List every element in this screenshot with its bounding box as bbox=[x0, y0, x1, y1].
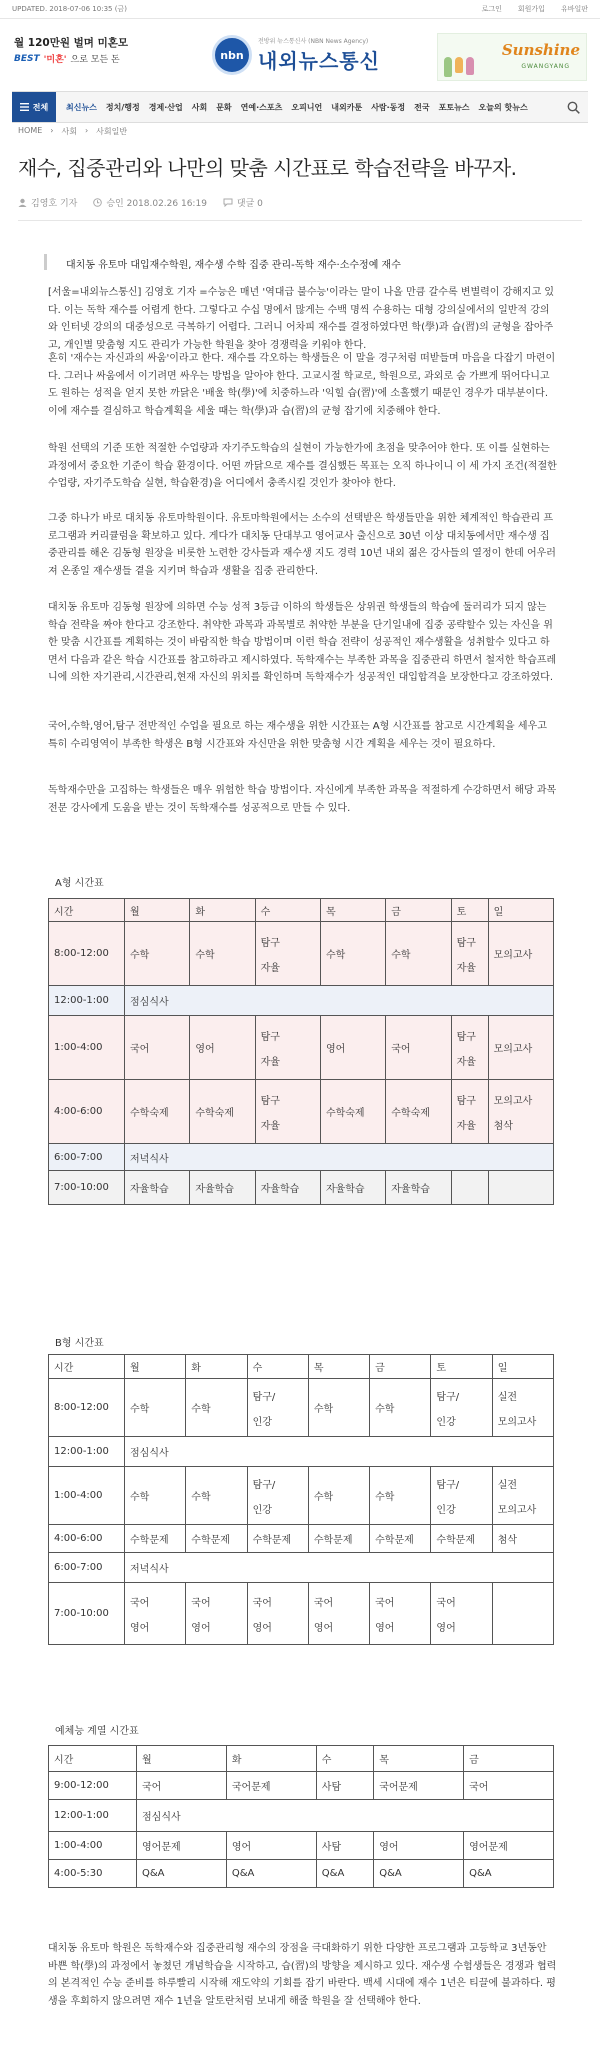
table-cell: 수학문제 bbox=[431, 1525, 492, 1553]
table-cell: 수학문제 bbox=[125, 1525, 186, 1553]
ad-people-graphic bbox=[444, 57, 474, 77]
table-cell: 국어문제 bbox=[226, 1772, 316, 1800]
banner-ad[interactable] bbox=[437, 33, 587, 81]
table-cell: 4:00-5:30 bbox=[49, 1860, 137, 1888]
table-cell: 국어 영어 bbox=[431, 1583, 492, 1645]
nav-national[interactable]: 전국 bbox=[414, 102, 430, 112]
table-cell bbox=[488, 1171, 553, 1205]
table-b bbox=[48, 1354, 554, 1645]
table-cell: 모의고사 첨삭 bbox=[488, 1080, 553, 1144]
table-header: 시간 bbox=[49, 1746, 137, 1772]
paragraph-4: 그중 하나가 바로 대치동 유토마학원이다. 유토마학원에서는 소수의 선택받은 학생들만을 위한 체계적인 학습관리 프로그램과 커리큘럼을 확보하고 있다. 게다가 대치동 단대부고 영어교사 출신으로 30년 이상 대치동에서만 재수생 집중관리를 해온 김동형 원장을 비롯한 노련한 강사들과 재수생 지도 경력 10년 내외 젊은 강사들의 열정이 한데 어우러져 온종일 재수생들 곁을 지키며 학습과 생활을 집중 관리한다. bbox=[48, 513, 556, 577]
table-cell: 사탐 bbox=[316, 1772, 373, 1800]
table-cell: 사탐 bbox=[316, 1832, 373, 1860]
table-header: 일 bbox=[488, 899, 553, 922]
table-cell: 6:00-7:00 bbox=[49, 1144, 125, 1171]
table-cell: 탐구/ 인강 bbox=[247, 1379, 308, 1437]
table-a bbox=[48, 898, 554, 1205]
table-cell: 9:00-12:00 bbox=[49, 1772, 137, 1800]
ad-title: Sunshine bbox=[501, 41, 580, 59]
mobile-link[interactable]: 유바일판 bbox=[560, 5, 588, 13]
clock-icon bbox=[93, 198, 102, 207]
author: 김영호 기자 bbox=[18, 196, 77, 209]
table-cell: 탐구 자율 bbox=[451, 1080, 488, 1144]
table-cell: 8:00-12:00 bbox=[49, 922, 125, 986]
paragraph-8: 대치동 유토마 학원은 독학재수와 집중관리형 재수의 장점을 극대화하기 위한 다양한 프로그램과 고등학교 3년동안 바쁜 학(學)의 과정에서 놓쳤던 개념학습을 시작하고, 습(習)의 방향을 제시하고 있다. 재수생 수험생들은 경쟁과 협력의 본격적인 수능 준비를 하루빨리 시작해 재도약의 기회를 잡기 바란다. 백세 시대에 재수 1년은 티끌에 불과하다. 평생을 후회하지 않으려면 재수 1년을 알토란처럼 보내게 해줄 학원을 잘 선택해야 한다. bbox=[48, 1943, 557, 2007]
paragraph-6: 국어,수학,영어,탐구 전반적인 수업을 필요로 하는 재수생을 위한 시간표는 A형 시간표를 참고로 시간계획을 세우고 특히 수리영역이 부족한 학생은 B형 시간표와 자신만을 위한 맞춤형 시간 계획을 세우는 것이 필요하다. bbox=[48, 721, 547, 750]
promo-highlight: '미혼' bbox=[43, 55, 67, 65]
nav-hot[interactable]: 오늘의 핫뉴스 bbox=[478, 102, 528, 112]
table-cell: 점심식사 bbox=[137, 1800, 554, 1832]
table-cell: 영어 bbox=[190, 1016, 255, 1080]
table-cell: 수학 bbox=[186, 1379, 247, 1437]
paragraph-2: 흔히 '재수는 자신과의 싸움'이라고 한다. 재수를 각오하는 학생들은 이 말을 경구처럼 떠받들며 마음을 다잡기 마련이다. 그러나 싸움에서 이기려면 싸우는 방법을 알아야 한다. 고교시절 학교로, 학원으로, 과외로 숨 가쁘게 뛰어다니고도 원하는 성적을 얻지 못한 까닭은 '배울 학(學)'에 치중하느라 '익힐 습(習)'에 소홀했기 때문인 경우가 대부분이다. 이에 재수를 결심하고 학습계획을 세울 때는 학(學)과 습(習)의 균형 잡기에 치중해야 한다. bbox=[48, 353, 556, 417]
comment-count[interactable]: 댓글 0 bbox=[223, 196, 263, 209]
article-title: 재수, 집중관리와 나만의 맞춤 시간표로 학습전략을 바꾸자. bbox=[18, 156, 517, 180]
table-cell: 탐구 자율 bbox=[451, 1016, 488, 1080]
search-icon bbox=[567, 101, 580, 114]
all-menu-label: 전체 bbox=[32, 102, 49, 112]
table-cell: 12:00-1:00 bbox=[49, 1800, 137, 1832]
table-cell: 저녁식사 bbox=[125, 1144, 554, 1171]
table-cell: Q&A bbox=[316, 1860, 373, 1888]
table-cell: 국어 bbox=[125, 1016, 190, 1080]
table-cell: 7:00-10:00 bbox=[49, 1171, 125, 1205]
table-cell: 6:00-7:00 bbox=[49, 1553, 125, 1583]
paragraph-7: 독학재수만을 고집하는 학생들은 매우 위험한 학습 방법이다. 자신에게 부족한 과목을 적절하게 수강하면서 해당 과목 전문 강사에게 도움을 받는 것이 독학재수를 성공적으로 만들 수 있다. bbox=[48, 785, 557, 814]
table-cell: 1:00-4:00 bbox=[49, 1832, 137, 1860]
signup-link[interactable]: 회원가입 bbox=[517, 5, 545, 13]
table-cell: 국어 영어 bbox=[186, 1583, 247, 1645]
table-cell: 영어 bbox=[320, 1016, 385, 1080]
table-cell: 수학숙제 bbox=[386, 1080, 451, 1144]
table-cell: 영어 bbox=[226, 1832, 316, 1860]
table-header: 목 bbox=[374, 1746, 464, 1772]
table-cell: 자율학습 bbox=[255, 1171, 320, 1205]
table-cell: Q&A bbox=[137, 1860, 227, 1888]
table-cell: 수학 bbox=[386, 922, 451, 986]
promo-headline[interactable]: 월 120만원 벌며 미혼모 bbox=[14, 37, 129, 49]
table-cell: 자율학습 bbox=[190, 1171, 255, 1205]
table-header: 수 bbox=[316, 1746, 373, 1772]
logo-title: 내외뉴스통신 bbox=[258, 49, 380, 73]
table-cell: 첨삭 bbox=[492, 1525, 553, 1553]
table-cell: 탐구/ 인강 bbox=[431, 1467, 492, 1525]
table-cell: 영어문제 bbox=[464, 1832, 554, 1860]
summary-bar bbox=[44, 254, 47, 270]
logo-mark-icon: nbn bbox=[212, 35, 252, 75]
table-cell: 실전 모의고사 bbox=[492, 1379, 553, 1437]
table-cell: 1:00-4:00 bbox=[49, 1467, 125, 1525]
table-b-caption: B형 시간표 bbox=[55, 1338, 104, 1349]
table-cell: 수학숙제 bbox=[190, 1080, 255, 1144]
table-cell: 수학 bbox=[125, 922, 190, 986]
table-header: 시간 bbox=[49, 1355, 125, 1379]
best-badge: BEST bbox=[14, 53, 40, 64]
table-cell: 수학 bbox=[308, 1379, 369, 1437]
paragraph-3: 학원 선택의 기준 또한 적절한 수업량과 자기주도학습의 실현이 가능한가에 초점을 맞추어야 한다. 또 이를 실현하는 과정에서 중요한 기준이 학습 환경이다. 어떤 까닭으로 재수를 결심했든 목표는 오직 하나이니 이 세 가지 조건(적절한 수업량, 자기주도학습 실현, 학습환경)을 어디에서 충족시킬 것인가 찾아야 한다. bbox=[48, 443, 557, 489]
article-meta bbox=[18, 196, 263, 209]
table-cell: 국어 영어 bbox=[308, 1583, 369, 1645]
table-cell: 수학 bbox=[125, 1379, 186, 1437]
table-cell: 자율학습 bbox=[320, 1171, 385, 1205]
table-cell bbox=[451, 1171, 488, 1205]
table-cell: 자율학습 bbox=[386, 1171, 451, 1205]
table-cell: 수학 bbox=[125, 1467, 186, 1525]
table-cell: 수학 bbox=[370, 1467, 431, 1525]
table-cell: 영어 bbox=[374, 1832, 464, 1860]
publish-date: 승인 2018.02.26 16:19 bbox=[93, 196, 207, 209]
table-cell: 자율학습 bbox=[125, 1171, 190, 1205]
nav-economy[interactable]: 경제·산업 bbox=[148, 102, 183, 112]
table-header: 월 bbox=[137, 1746, 227, 1772]
paragraph-5: 대치동 유토마 김동형 원장에 의하면 수능 성적 3등급 이하의 학생들은 상위권 학생들의 학습에 둘러리가 되지 않는 학습 전략을 짜야 한다고 강조한다. 취약한 과목과 과목별로 취약한 부분을 단기일내에 집중 공략할수 있는 자신을 위한 맞춤 시간표를 계획하는 것이 바람직한 학습 방법이며 이런 학습 전략이 성공적인 재수생활을 성취할수 있다고 하면서 다음과 같은 학습 시간표를 참고하라고 제시하였다. 독학재수는 부족한 과목을 집중관리 하면서 철저한 학습프레니에 의한 자기관리,시간관리,현재 자신의 위치를 확인하며 독학재수가 성공적인 대입합격을 보장한다고 강조하였다. bbox=[48, 602, 557, 683]
table-cell: 실전 모의고사 bbox=[492, 1467, 553, 1525]
table-cell: 저녁식사 bbox=[125, 1553, 554, 1583]
table-cell: 국어 bbox=[464, 1772, 554, 1800]
table-cell: 탐구/ 인강 bbox=[431, 1379, 492, 1437]
table-c bbox=[48, 1745, 554, 1888]
table-cell: 4:00-6:00 bbox=[49, 1080, 125, 1144]
breadcrumb: HOME › 사회 › 사회일반 bbox=[18, 126, 128, 136]
table-header: 금 bbox=[464, 1746, 554, 1772]
table-cell: 탐구 자율 bbox=[255, 1080, 320, 1144]
table-header: 토 bbox=[451, 899, 488, 922]
nav-entertainment[interactable]: 연예·스포츠 bbox=[240, 102, 283, 112]
search-button[interactable] bbox=[558, 101, 588, 114]
table-header: 금 bbox=[370, 1355, 431, 1379]
divider bbox=[18, 220, 582, 221]
table-cell: 국어 영어 bbox=[125, 1583, 186, 1645]
table-cell: 영어문제 bbox=[137, 1832, 227, 1860]
table-cell: Q&A bbox=[464, 1860, 554, 1888]
table-cell: 수학 bbox=[320, 922, 385, 986]
table-cell: 국어문제 bbox=[374, 1772, 464, 1800]
table-cell: 수학문제 bbox=[308, 1525, 369, 1553]
nav-culture[interactable]: 문화 bbox=[216, 102, 232, 112]
table-cell: 탐구 자율 bbox=[255, 922, 320, 986]
article-summary: 대치동 유토마 대입재수학원, 재수생 수학 집중 관리-독학 재수·소수정예 재수 bbox=[66, 260, 401, 271]
table-cell: 점심식사 bbox=[125, 986, 554, 1016]
breadcrumb-general[interactable]: 사회일반 bbox=[96, 127, 128, 136]
nav-politics[interactable]: 정치/행정 bbox=[105, 102, 140, 112]
updated-time: UPDATED. 2018-07-06 10:35 (금) bbox=[12, 5, 127, 13]
table-header: 화 bbox=[190, 899, 255, 922]
table-cell: 국어 bbox=[386, 1016, 451, 1080]
table-cell: 1:00-4:00 bbox=[49, 1016, 125, 1080]
breadcrumb-home[interactable]: HOME bbox=[18, 126, 43, 135]
nav-society[interactable]: 사회 bbox=[191, 102, 208, 112]
table-cell: 국어 영어 bbox=[247, 1583, 308, 1645]
top-bar bbox=[0, 0, 600, 19]
table-cell: 모의고사 bbox=[488, 922, 553, 986]
table-cell: 국어 bbox=[137, 1772, 227, 1800]
table-c-caption: 예체능 계열 시간표 bbox=[55, 1726, 139, 1737]
breadcrumb-society[interactable]: 사회 bbox=[61, 127, 77, 136]
nav-cartoon[interactable]: 내외카툰 bbox=[331, 102, 363, 112]
table-cell: 수학문제 bbox=[186, 1525, 247, 1553]
table-header: 월 bbox=[125, 899, 190, 922]
table-cell: 국어 영어 bbox=[370, 1583, 431, 1645]
table-a-caption: A형 시간표 bbox=[55, 878, 104, 889]
site-logo[interactable] bbox=[212, 35, 380, 75]
table-cell: 수학문제 bbox=[247, 1525, 308, 1553]
table-cell: 수학 bbox=[308, 1467, 369, 1525]
table-cell: 수학문제 bbox=[370, 1525, 431, 1553]
table-cell: 수학 bbox=[190, 922, 255, 986]
table-cell: 4:00-6:00 bbox=[49, 1525, 125, 1553]
table-cell: 8:00-12:00 bbox=[49, 1379, 125, 1437]
table-header: 목 bbox=[308, 1355, 369, 1379]
table-cell: 모의고사 bbox=[488, 1016, 553, 1080]
comment-icon bbox=[223, 198, 233, 207]
table-header: 수 bbox=[247, 1355, 308, 1379]
table-header: 시간 bbox=[49, 899, 125, 922]
ad-subtitle: GWANGYANG bbox=[521, 63, 570, 70]
promo-rest: 으로 모든 돈 bbox=[70, 55, 120, 65]
table-cell: Q&A bbox=[374, 1860, 464, 1888]
table-cell: 수학 bbox=[370, 1379, 431, 1437]
table-cell: 탐구/ 인강 bbox=[247, 1467, 308, 1525]
table-cell: 수학숙제 bbox=[320, 1080, 385, 1144]
table-cell: 수학숙제 bbox=[125, 1080, 190, 1144]
login-link[interactable]: 로그인 bbox=[481, 5, 502, 13]
main-nav bbox=[12, 91, 588, 123]
table-cell: 12:00-1:00 bbox=[49, 986, 125, 1016]
user-icon bbox=[18, 198, 27, 207]
table-cell: 탐구 자율 bbox=[255, 1016, 320, 1080]
all-menu-button[interactable] bbox=[12, 92, 56, 122]
table-header: 토 bbox=[431, 1355, 492, 1379]
table-cell: Q&A bbox=[226, 1860, 316, 1888]
table-cell: 탐구 자율 bbox=[451, 922, 488, 986]
site-header bbox=[0, 19, 600, 91]
table-cell: 점심식사 bbox=[125, 1437, 554, 1467]
table-header: 금 bbox=[386, 899, 451, 922]
table-cell: 수학 bbox=[186, 1467, 247, 1525]
table-header: 목 bbox=[320, 899, 385, 922]
table-cell bbox=[492, 1583, 553, 1645]
table-cell: 7:00-10:00 bbox=[49, 1583, 125, 1645]
table-header: 화 bbox=[186, 1355, 247, 1379]
nav-latest[interactable]: 최신뉴스 bbox=[66, 102, 97, 112]
table-header: 화 bbox=[226, 1746, 316, 1772]
nav-photo[interactable]: 포토뉴스 bbox=[438, 102, 470, 112]
promo-subline[interactable] bbox=[14, 52, 120, 65]
table-header: 일 bbox=[492, 1355, 553, 1379]
table-header: 수 bbox=[255, 899, 320, 922]
hamburger-icon bbox=[20, 103, 29, 111]
table-cell: 12:00-1:00 bbox=[49, 1437, 125, 1467]
logo-subtitle: 전방위 뉴스통신사 (NBN News Agency) bbox=[258, 38, 369, 45]
table-header: 월 bbox=[125, 1355, 186, 1379]
nav-opinion[interactable]: 오피니언 bbox=[291, 102, 323, 112]
paragraph-1: [서울=내외뉴스통신] 김영호 기자 =수능은 매년 '역대급 불수능'이라는 말이 나올 만큼 갈수록 변별력이 강해지고 있다. 이는 독학 재수를 어렵게 한다. 그렇다고 수십 명에서 많게는 수백 명씩 수용하는 대형 강의실에서의 일반적 강의와 인터넷 강의의 대중성으로 극복하기 어렵다. 그러니 어차피 재수를 결정하였다면 학(學)과 습(習)의 균형을 잡아주고, 개인별 맞춤형 지도 관리가 가능한 학원을 찾아 경쟁력을 키워야 한다. bbox=[48, 287, 555, 351]
nav-people[interactable]: 사람·동정 bbox=[371, 102, 406, 112]
